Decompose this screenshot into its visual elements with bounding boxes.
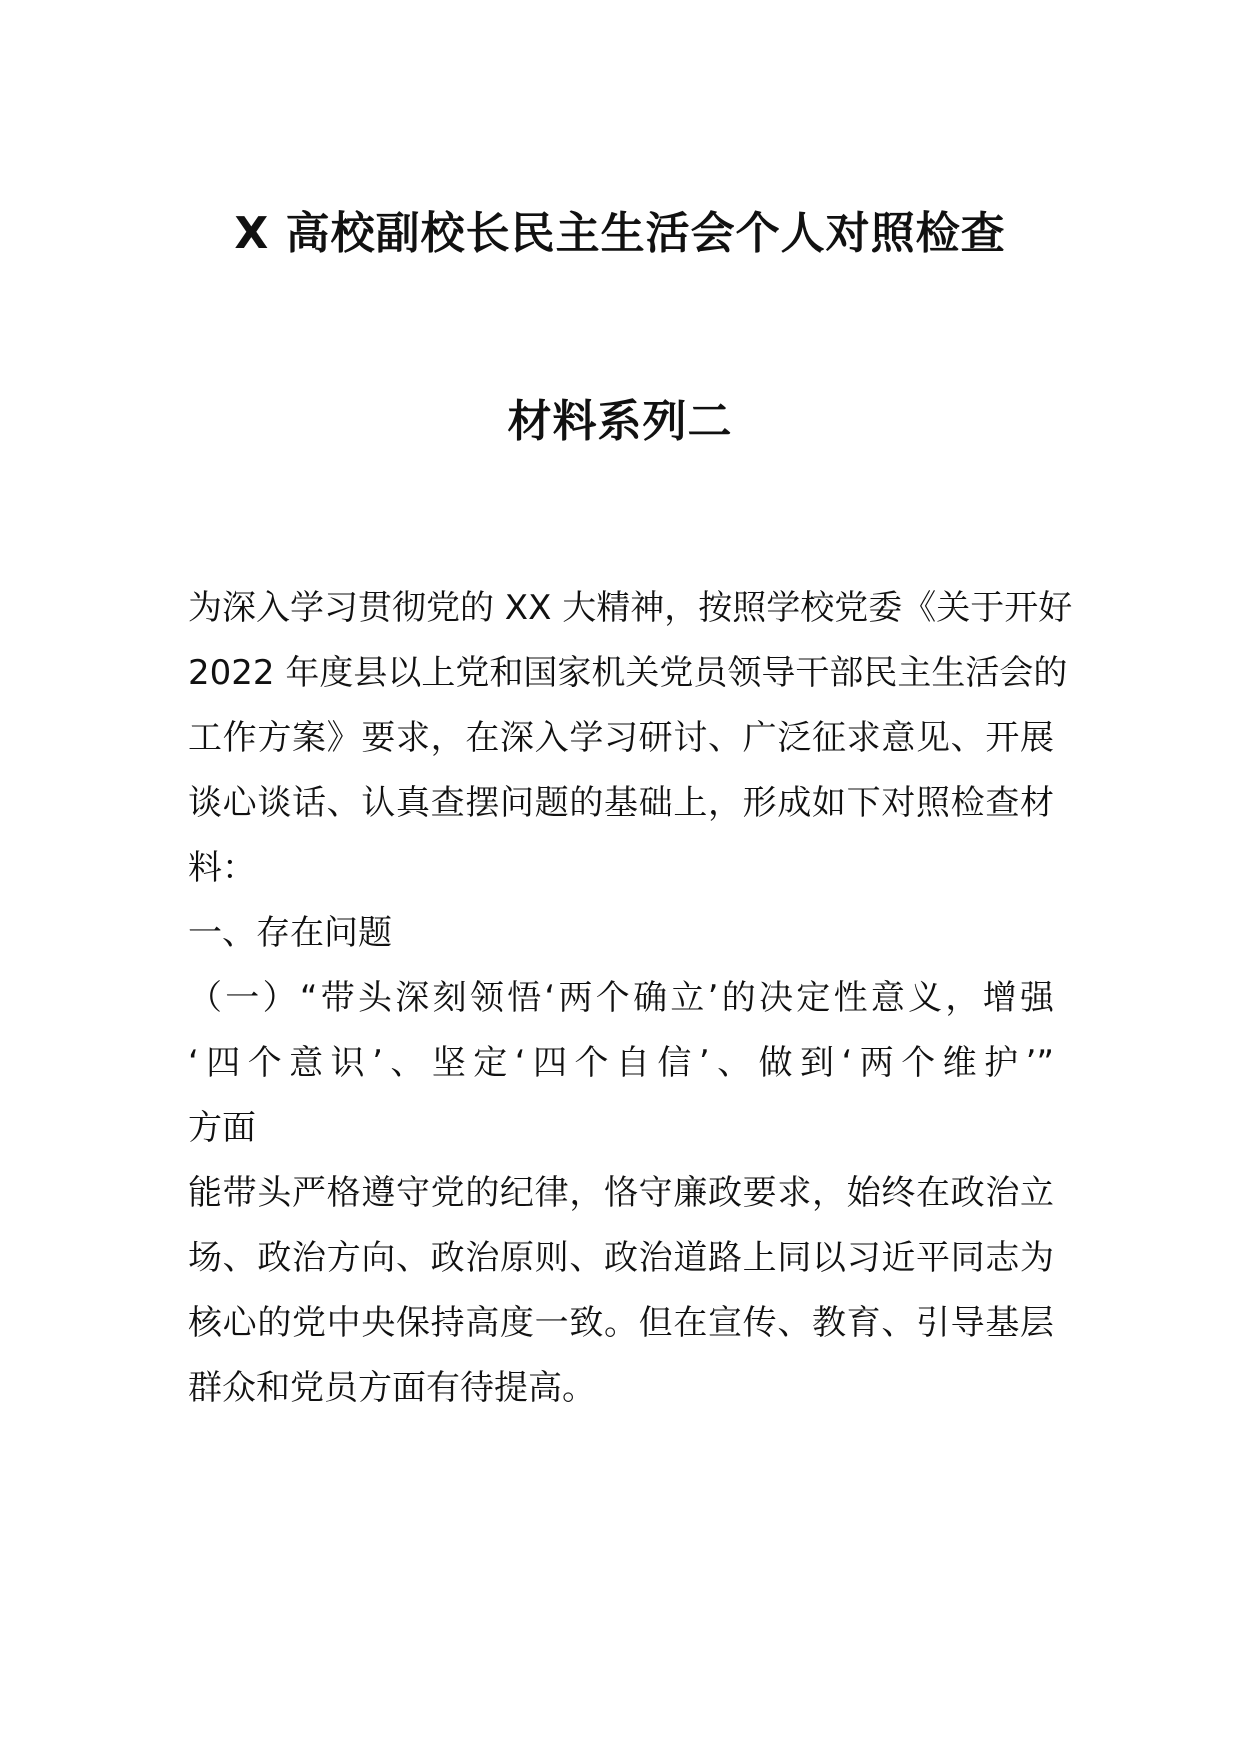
subsection-heading-line-1: （一）“带头深刻领悟‘两个确立’的决定性意义，增强 [188, 978, 1054, 1018]
subsection-heading-line-3: 方面 [188, 1108, 256, 1148]
document-title-line-1: X 高校副校长民主生活会个人对照检查 [234, 208, 1006, 259]
body-line-1: 为深入学习贯彻党的 XX 大精神，按照学校党委《关于开好 [188, 588, 1073, 628]
body-line-2: 2022 年度县以上党和国家机关党员领导干部民主生活会的 [188, 653, 1068, 693]
body-line-11: 场、政治方向、政治原则、政治道路上同以习近平同志为 [188, 1238, 1054, 1278]
body-line-5: 料： [188, 848, 256, 888]
section-heading: 一、存在问题 [188, 913, 392, 953]
body-line-3: 工作方案》要求，在深入学习研讨、广泛征求意见、开展 [188, 718, 1054, 758]
document-body [188, 576, 1073, 1421]
subsection-heading-line-2: ‘四个意识’、坚定‘四个自信’、做到‘两个维护’” [188, 1043, 1054, 1083]
body-line-10: 能带头严格遵守党的纪律，恪守廉政要求，始终在政治立 [188, 1173, 1054, 1213]
body-line-12: 核心的党中央保持高度一致。但在宣传、教育、引导基层 [188, 1303, 1054, 1343]
document-title-line-2: 材料系列二 [507, 396, 733, 447]
body-line-13: 群众和党员方面有待提高。 [188, 1368, 596, 1408]
body-line-4: 谈心谈话、认真查摆问题的基础上，形成如下对照检查材 [188, 783, 1054, 823]
